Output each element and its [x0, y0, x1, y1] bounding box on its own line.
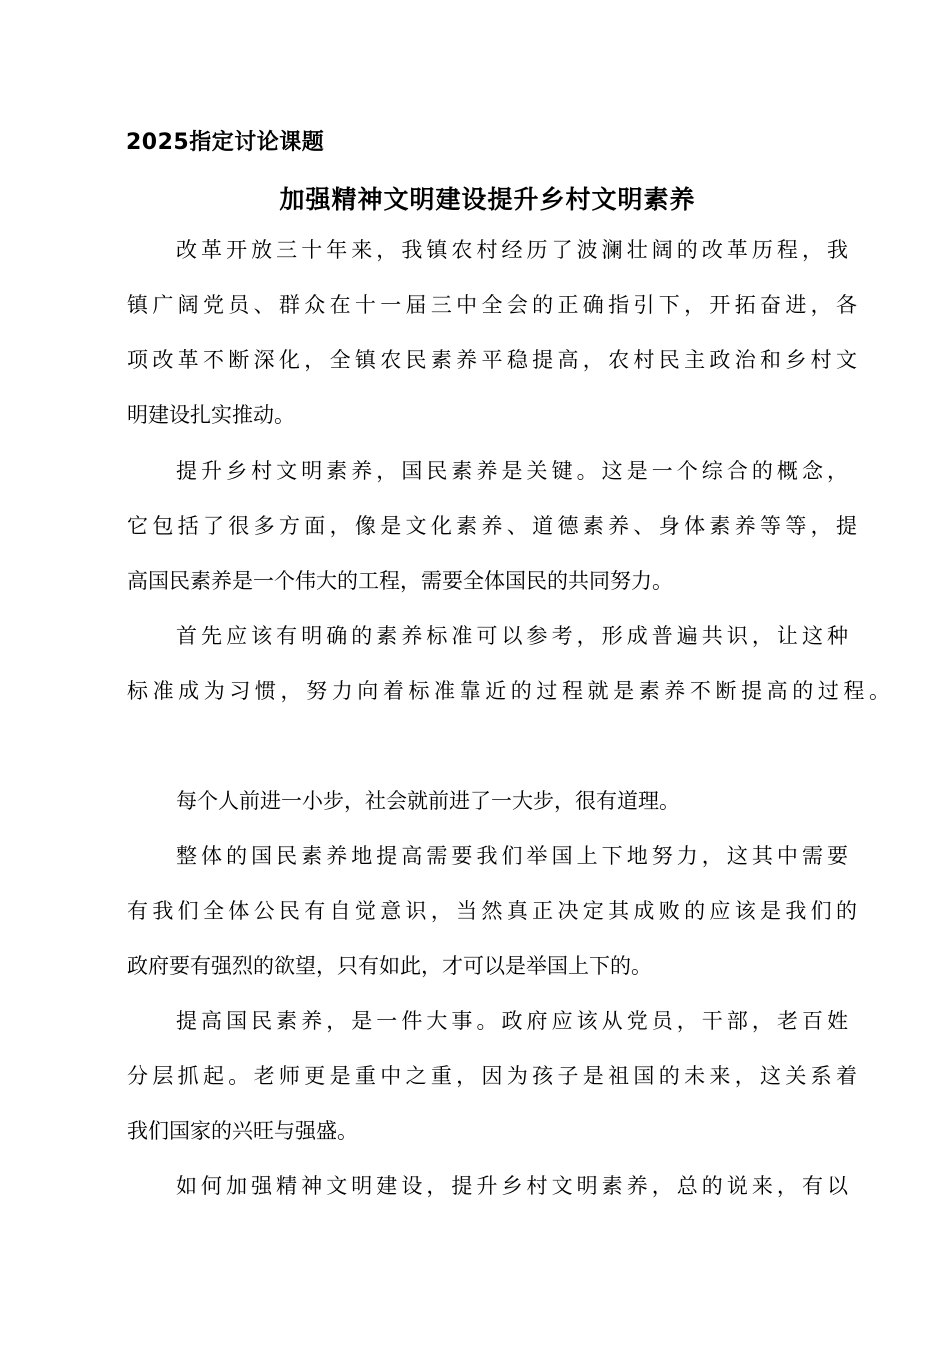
topic-label: 2025指定讨论课题 [126, 130, 325, 155]
paragraph-5-line-2: 有我们全体公民有自觉意识，当然真正决定其成败的应该是我们的 [127, 899, 857, 923]
paragraph-5-line-1: 整体的国民素养地提高需要我们举国上下地努力，这其中需要 [176, 844, 848, 868]
document-title: 加强精神文明建设提升乡村文明素养 [279, 185, 696, 214]
paragraph-2-line-1: 提升乡村文明素养，国民素养是关键。这是一个综合的概念， [176, 459, 848, 483]
paragraph-3-line-1: 首先应该有明确的素养标准可以参考，形成普遍共识，让这种 [176, 624, 848, 648]
paragraph-7-line-1: 如何加强精神文明建设，提升乡村文明素养，总的说来，有以 [176, 1174, 848, 1198]
paragraph-2-line-2: 它包括了很多方面，像是文化素养、道德素养、身体素养等等，提 [127, 514, 857, 538]
paragraph-6-line-1: 提高国民素养，是一件大事。政府应该从党员，干部，老百姓 [176, 1009, 848, 1033]
paragraph-4-line-1: 每个人前进一小步，社会就前进了一大步，很有道理。 [176, 789, 680, 813]
paragraph-6-line-2: 分层抓起。老师更是重中之重，因为孩子是祖国的未来，这关系着 [127, 1064, 857, 1088]
paragraph-1-line-4: 明建设扎实推动。 [127, 403, 295, 427]
paragraph-1-line-2: 镇广阔党员、群众在十一届三中全会的正确指引下，开拓奋进，各 [127, 293, 857, 317]
paragraph-5-line-3: 政府要有强烈的欲望，只有如此，才可以是举国上下的。 [127, 954, 652, 978]
paragraph-6-line-3: 我们国家的兴旺与强盛。 [127, 1119, 358, 1143]
paragraph-1-line-3: 项改革不断深化，全镇农民素养平稳提高，农村民主政治和乡村文 [127, 348, 857, 372]
paragraph-3-line-2: 标准成为习惯，努力向着标准靠近的过程就是素养不断提高的过程。 [127, 679, 890, 703]
paragraph-2-line-3: 高国民素养是一个伟大的工程，需要全体国民的共同努力。 [127, 569, 673, 593]
paragraph-1-line-1: 改革开放三十年来，我镇农村经历了波澜壮阔的改革历程，我 [176, 238, 848, 262]
